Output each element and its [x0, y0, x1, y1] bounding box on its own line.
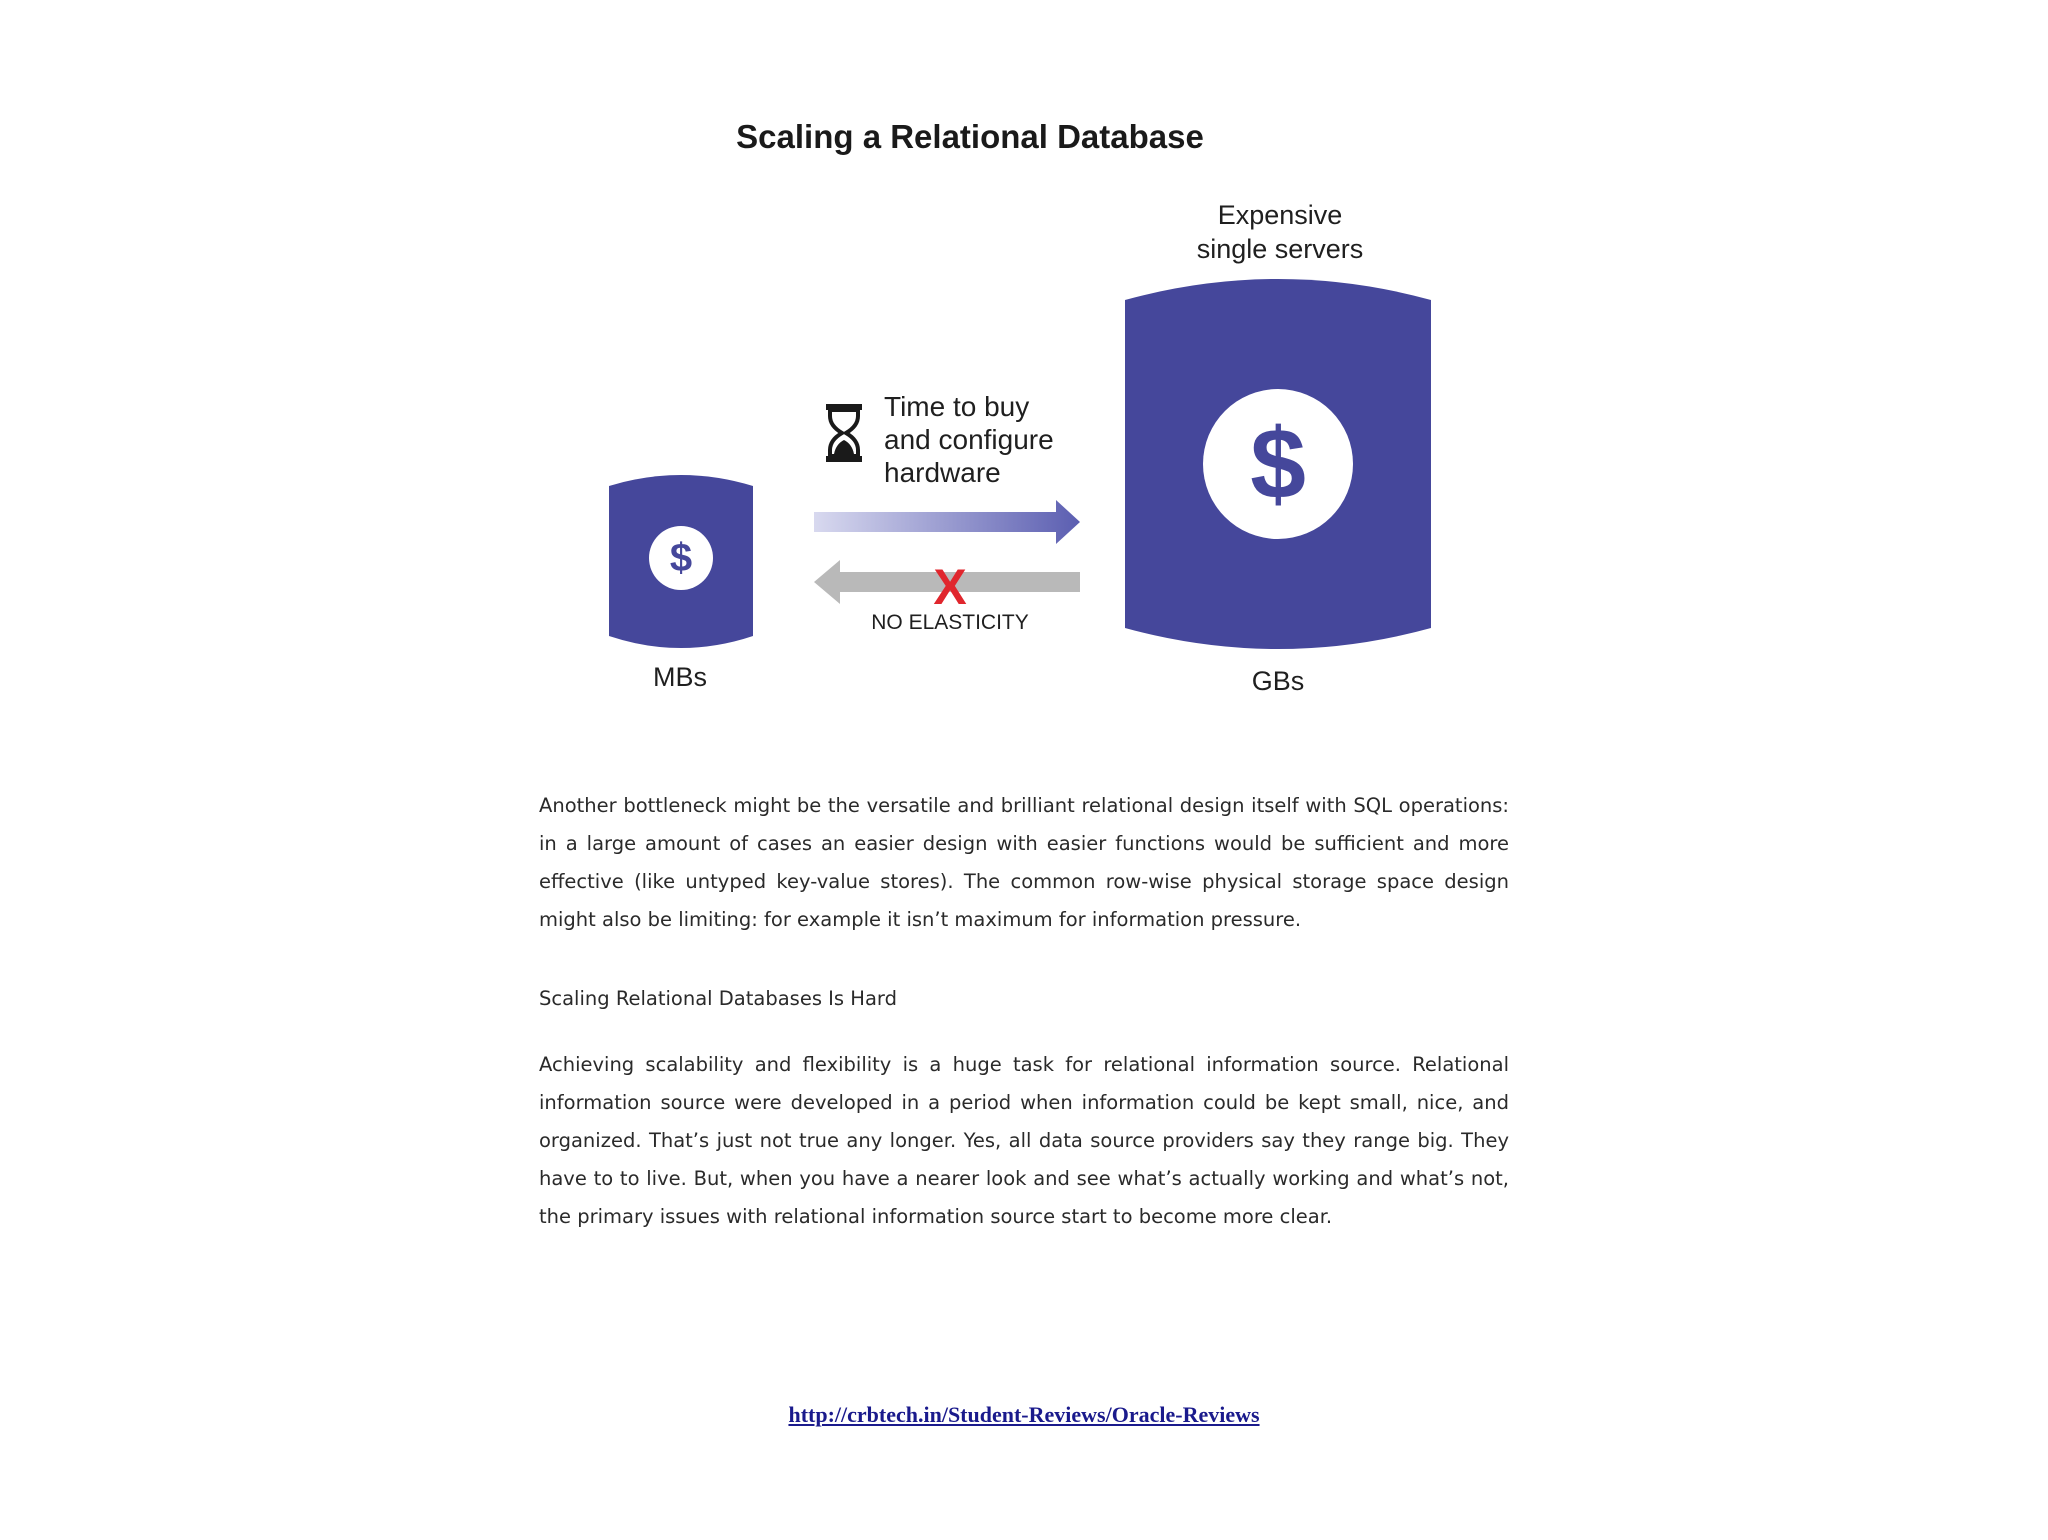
large-dollar-icon: $: [1250, 408, 1306, 520]
no-elasticity-label: NO ELASTICITY: [871, 611, 1029, 634]
bottleneck-paragraph: Another bottleneck might be the versatile and brilliant relational design itself with SQL operations: in a large amount of cases an easier design with easier functions would be sufficient and more effective (like untyped key-value stores). The common row-wise physical storage space design might also be limiting: for example it isn’t maximum for information pressure.: [539, 794, 1509, 931]
small-dollar-icon: $: [669, 536, 693, 580]
scaling-diagram: [0, 0, 2048, 760]
no-elasticity-x-icon: X: [933, 559, 967, 615]
expensive-servers-label: Expensive single servers: [1196, 200, 1364, 264]
hourglass-icon: [822, 402, 866, 464]
diagram-title: Scaling a Relational Database: [736, 118, 1204, 155]
scale-up-arrow-icon: [814, 500, 1080, 544]
gbs-caption: GBs: [1251, 666, 1305, 696]
time-to-buy-label: Time to buy and configure hardware: [884, 391, 1054, 488]
section-heading: Scaling Relational Databases Is Hard: [539, 987, 897, 1010]
scalability-paragraph: Achieving scalability and flexibility is a huge task for relational information source. Relational information source were developed in a period when information could be kept small, nice, and organized. That’s just not true any longer. Yes, all data source providers say they range big. They have to to live. But, when you have a nearer look and see what’s actually working and what’s not, the primary issues with relational information source start to become more clear.: [539, 1053, 1509, 1228]
large-database-icon: [1122, 270, 1434, 656]
mbs-caption: MBs: [653, 662, 707, 692]
scaling-arrows: [810, 496, 1090, 616]
small-database-icon: [606, 468, 756, 654]
crbtech-reviews-link[interactable]: http://crbtech.in/Student-Reviews/Oracle-Reviews: [788, 1402, 1260, 1427]
